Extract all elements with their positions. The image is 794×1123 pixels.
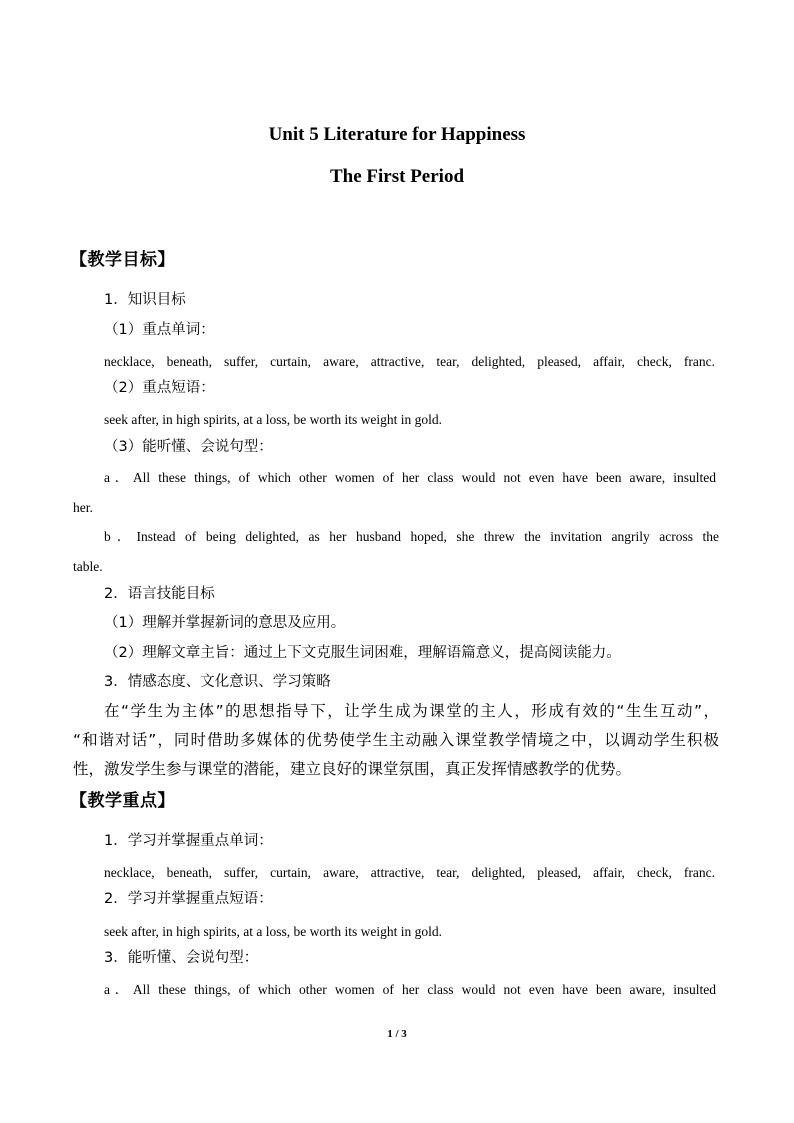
sentence-a-line2: her. [73,500,93,515]
key-words-list: necklace, beneath, suffer, curtain, aware, attractive, tear, delighted, pleased, affair, check, franc. [104,354,715,369]
subitem-key-phrases: （2）重点短语： [104,380,215,396]
affective-paragraph-line2: “和谐对话”，同时借助多媒体的优势使学生主动融入课堂教学情境之中，以调动学生积极 [73,731,719,749]
objective-language-skills: 2．语言技能目标 [104,586,215,602]
objective-knowledge: 1．知识目标 [104,292,186,308]
sentence-b-line2: table. [73,559,103,574]
section-heading-key-points: 【教学重点】 [70,791,175,811]
sentence-a-line1: a．All these things, of which other women of her class would not even have been aware, insulted [104,470,716,485]
keypoint-sentence-patterns: 3．能听懂、会说句型： [104,950,259,966]
keypoint-phrases-list: seek after, in high spirits, at a loss, be worth its weight in gold. [104,924,443,939]
keypoint-phrases: 2．学习并掌握重点短语： [104,891,273,907]
skill-item-2: （2）理解文章主旨：通过上下文克服生词困难，理解语篇意义，提高阅读能力。 [104,645,621,661]
document-subtitle: The First Period [329,166,465,187]
page-number: 1 / 3 [387,1028,407,1040]
key-phrases-list: seek after, in high spirits, at a loss, be worth its weight in gold. [104,412,443,427]
affective-paragraph-line3: 性，激发学生参与课堂的潜能，建立良好的课堂氛围，真正发挥情感教学的优势。 [73,760,632,778]
objective-affective: 3．情感态度、文化意识、学习策略 [104,674,331,690]
skill-item-1: （1）理解并掌握新词的意思及应用。 [104,615,346,631]
keypoint-words: 1．学习并掌握重点单词： [104,833,273,849]
subitem-key-words: （1）重点单词： [104,322,215,338]
keypoint-sentence-a-line1: a．All these things, of which other women of her class would not even have been aware, insulted [104,982,716,997]
sentence-b-line1: b．Instead of being delighted, as her husband hoped, she threw the invitation angrily across the [104,529,719,544]
document-title: Unit 5 Literature for Happiness [268,124,526,145]
section-heading-objectives: 【教学目标】 [70,250,175,270]
subitem-sentence-patterns: （3）能听懂、会说句型： [104,439,273,455]
affective-paragraph-line1: 在“学生为主体”的思想指导下，让学生成为课堂的主人，形成有效的“生生互动”， [104,702,719,720]
keypoint-words-list: necklace, beneath, suffer, curtain, aware, attractive, tear, delighted, pleased, affair, check, franc. [104,865,715,880]
